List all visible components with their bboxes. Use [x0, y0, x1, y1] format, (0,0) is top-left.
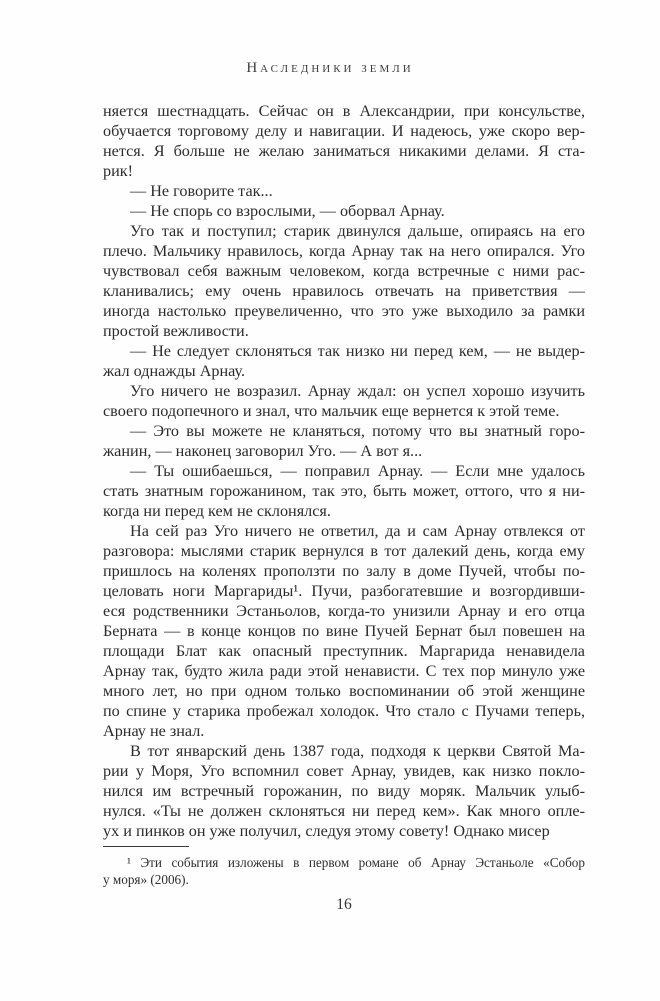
text-line: Уго ничего не возразил. Арнау ждал: он успел хорошо изучить: [130, 382, 585, 400]
text-line: Арнау так, будто жила ради этой ненависти. С тех пор минуло уже: [103, 662, 585, 680]
text-line: рии у Моря, Уго вспомнил совет Арнау, увидев, как низко покло-: [103, 762, 585, 780]
text-line: — Это вы можете не кланяться, потому что вы знатный горо-: [130, 422, 585, 440]
text-line: своего подопечного и знал, что мальчик еще вернется к этой теме.: [103, 402, 560, 420]
text-line: На сей раз Уго ничего не ответил, да и сам Арнау отвлекся от: [130, 522, 585, 540]
text-line: нился им встречный горожанин, по виду моряк. Мальчик улыб-: [103, 782, 585, 800]
paragraph: [103, 421, 585, 461]
text-line: по спине у старика пробежал холодок. Что стало с Пучами теперь,: [103, 702, 585, 720]
text-line: — Ты ошибаешься, — поправил Арнау. — Если мне удалось: [130, 462, 585, 480]
body-text: [103, 101, 585, 841]
text-line: кланивались; ему очень нравилось отвечать на приветствия —: [103, 282, 585, 300]
text-line: плечо. Мальчику нравилось, когда Арнау так на него опирался. Уго: [103, 242, 585, 260]
text-line: рик!: [103, 162, 134, 180]
footnote-line: ¹ Эти события изложены в первом романе об Арнау Эстаньоле «Собор: [127, 855, 585, 870]
text-line: пришлось на коленях проползти по залу в доме Пучей, чтобы по-: [103, 562, 585, 580]
text-line: стать знатным горожанином, так это, быть может, оттого, что я ни-: [103, 482, 585, 500]
page-number: 16: [336, 896, 352, 913]
text-line: — Не говорите так...: [130, 182, 273, 200]
footnote-separator: [103, 846, 189, 847]
text-line: Берната — в конце концов по вине Пучей Бернат был повешен на: [103, 622, 585, 640]
paragraph: [103, 741, 585, 841]
paragraph: [103, 521, 585, 741]
text-line: простой вежливости.: [103, 322, 249, 340]
text-line: — Не спорь со взрослыми, — оборвал Арнау.: [130, 202, 445, 220]
text-line: В тот январский день 1387 года, подходя к церкви Святой Ма-: [130, 742, 585, 760]
text-line: нулся. «Ты не должен склоняться ни перед кем». Как много опле-: [103, 802, 585, 820]
text-line: Арнау не знал.: [103, 722, 205, 740]
text-line: няется шестнадцать. Сейчас он в Александрии, при консульстве,: [103, 102, 585, 120]
paragraph: [103, 341, 585, 381]
text-line: разговора: мыслями старик вернулся в тот далекий день, когда ему: [103, 542, 585, 560]
text-line: иногда настолько преувеличенно, что это уже выходило за рамки: [103, 302, 585, 320]
footnote-lines: [103, 854, 585, 888]
paragraph: [103, 461, 585, 521]
footnote-line: у моря» (2006).: [103, 872, 189, 887]
text-line: целовать ноги Маргариды¹. Пучи, разбогатевшие и возгордивши-: [103, 582, 585, 600]
text-line: нется. Я больше не желаю заниматься никакими делами. Я ста-: [103, 142, 585, 160]
text-line: Уго так и поступил; старик двинулся дальше, опираясь на его: [130, 222, 585, 240]
paragraph: [103, 101, 585, 181]
text-line: еся родственники Эстаньолов, когда-то унизили Арнау и его отца: [103, 602, 585, 620]
paragraph: [103, 221, 585, 341]
paragraph: [103, 181, 585, 201]
text-line: обучается торговому делу и навигации. И надеюсь, уже скоро вер-: [103, 122, 585, 140]
text-line: — Не следует склоняться так низко ни перед кем, — не выдер-: [130, 342, 585, 360]
running-header: Наследники земли: [246, 60, 414, 76]
text-line: площади Блат как опасный преступник. Маргарида ненавидела: [103, 642, 585, 660]
text-line: много лет, но при одном только воспоминании об этой женщине: [103, 682, 585, 700]
text-line: чувствовал себя важным человеком, когда встречные с ними рас-: [103, 262, 585, 280]
paragraph: [103, 381, 585, 421]
text-line: жанин, — наконец заговорил Уго. — А вот я...: [103, 442, 423, 460]
text-line: жал однажды Арнау.: [103, 362, 246, 380]
footnote: [103, 846, 585, 888]
paragraph: [103, 201, 585, 221]
text-line: когда ни перед кем не склонялся.: [103, 502, 331, 520]
text-line: ух и пинков он уже получил, следуя этому совету! Однако мисер: [103, 822, 550, 840]
